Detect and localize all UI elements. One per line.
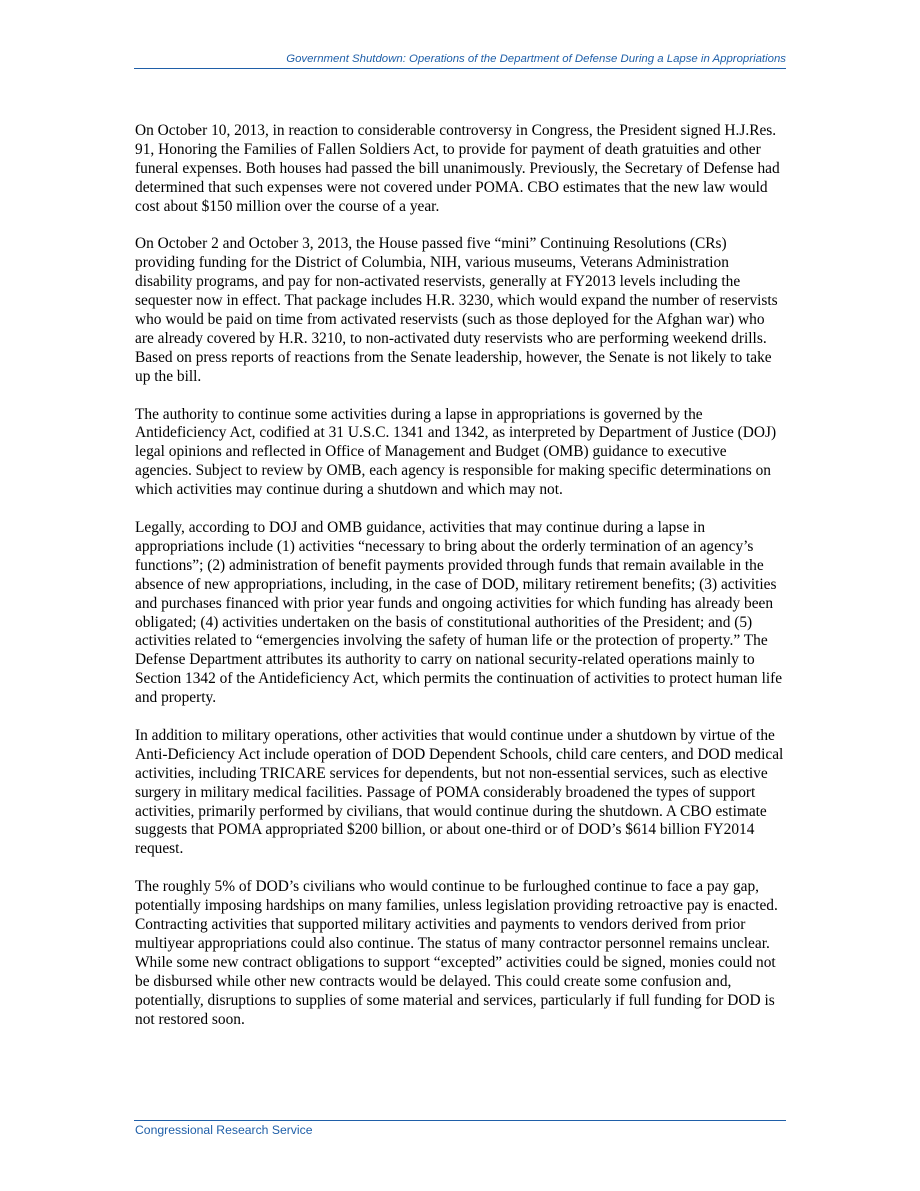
header-divider — [134, 68, 786, 69]
footer-divider — [134, 1120, 786, 1121]
paragraph-antideficiency-authority: The authority to continue some activities during a lapse in appropriations is governed by the Antideficiency Act, codified at 31 U.S.C. 1341 and 1342, as interpreted by Department of Justice (DOJ) legal opinions and reflected in Office of Management and Budget (OMB) guidance to executive agencies. Subject to review by OMB, each agency is responsible for making specific determinations on which activities may continue during a shutdown and which may not. — [135, 405, 777, 499]
paragraph-mini-continuing-resolutions: On October 2 and October 3, 2013, the House passed five “mini” Continuing Resolutions (CRs) providing funding for the District of Columbia, NIH, various museums, Veterans Administration disability programs, and pay for non-activated reservists, generally at FY2013 levels including the sequester now in effect. That package includes H.R. 3230, which would expand the number of reservists who would be paid on time from activated reservists (such as those deployed for the Afghan war) who are already covered by H.R. 3210, to non-activated duty reservists who are performing weekend drills. Based on press reports of reactions from the Senate leadership, however, the Senate is not likely to take up the bill. — [135, 235, 778, 385]
paragraph-continuing-activities: In addition to military operations, other activities that would continue under a shutdown by virtue of the Anti-Deficiency Act include operation of DOD Dependent Schools, child care centers, and DOD medical activities, including TRICARE services for dependents, but not non-essential services, such as elective surgery in military medical facilities. Passage of POMA considerably broadened the types of support activities, primarily performed by civilians, that would continue during the shutdown. A CBO estimate suggests that POMA appropriated $200 billion, or about one-third or of DOD’s $614 billion FY2014 request. — [135, 726, 784, 858]
running-footer: Congressional Research Service — [135, 1123, 313, 1137]
paragraph-death-gratuities: On October 10, 2013, in reaction to considerable controversy in Congress, the President signed H.J.Res. 91, Honoring the Families of Fallen Soldiers Act, to provide for payment of death gratuities and other funeral expenses. Both houses had passed the bill unanimously. Previously, the Secretary of Defense had determined that such expenses were not covered under POMA. CBO estimates that the new law would cost about $150 million over the course of a year. — [135, 122, 780, 215]
paragraph-excepted-activities: Legally, according to DOJ and OMB guidance, activities that may continue during a lapse in appropriations include (1) activities “necessary to bring about the orderly termination of an agency’s functions”; (2) administration of benefit payments provided through funds that remain available in the absence of new appropriations, including, in the case of DOD, military retirement benefits; (3) activities and purchases financed with prior year funds and ongoing activities for which funding has already been obligated; (4) activities undertaken on the basis of constitutional authorities of the President; and (5) activities related to “emergencies involving the safety of human life or the protection of property.” The Defense Department attributes its authority to carry on national security-related operations mainly to Section 1342 of the Antideficiency Act, which permits the continuation of activities to protect human life and property. — [135, 518, 783, 707]
running-header: Government Shutdown: Operations of the Department of Defense During a Lapse in Appropriations — [286, 53, 786, 65]
paragraph-civilian-furloughs: The roughly 5% of DOD’s civilians who would continue to be furloughed continue to face a pay gap, potentially imposing hardships on many families, unless legislation providing retroactive pay is enacted. Contracting activities that supported military activities and payments to vendors derived from prior multiyear appropriations could also continue. The status of many contractor personnel remains unclear. While some new contract obligations to support “excepted” activities could be signed, monies could not be disbursed while other new contracts would be delayed. This could create some confusion and, potentially, disruptions to supplies of some material and services, particularly if full funding for DOD is not restored soon. — [135, 878, 778, 1028]
document-body — [135, 122, 787, 1048]
